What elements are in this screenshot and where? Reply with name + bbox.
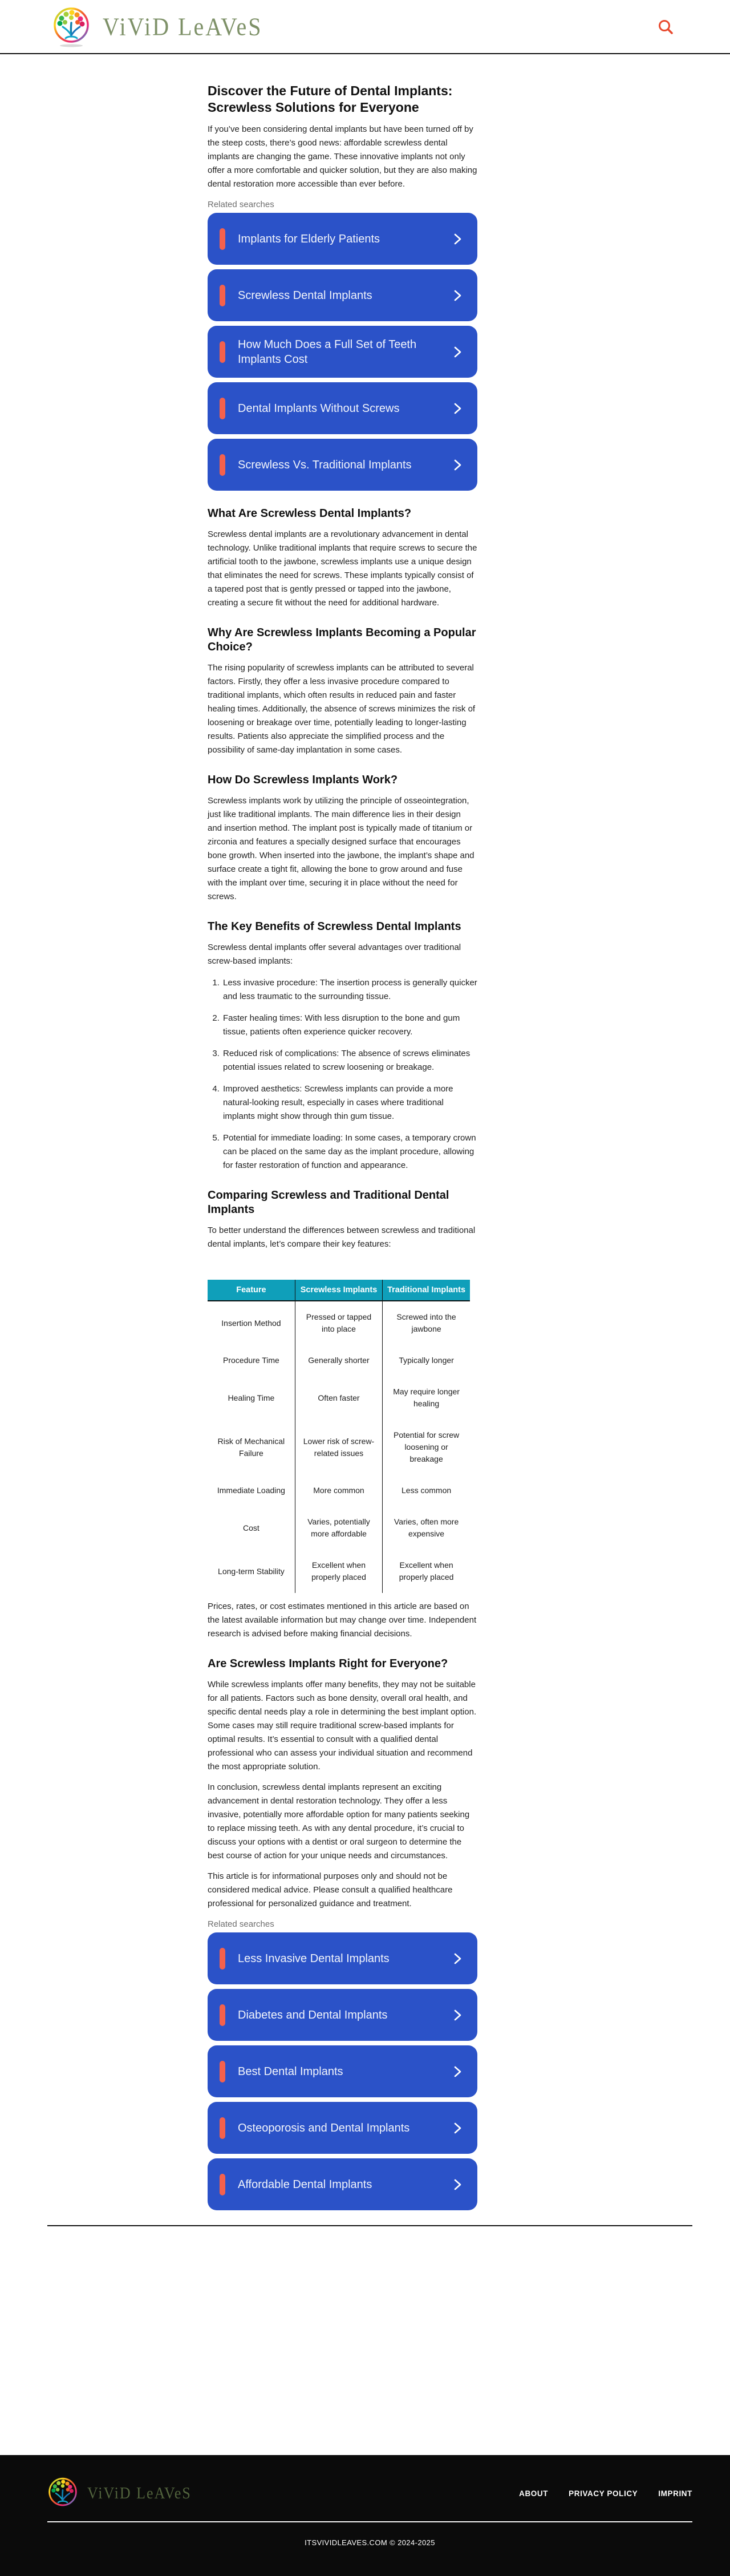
table-cell: Varies, potentially more affordable — [295, 1506, 382, 1550]
table-cell: Procedure Time — [223, 1356, 279, 1365]
table-cell: Less common — [383, 1475, 470, 1506]
table-header-cell: Traditional Implants — [383, 1280, 470, 1301]
table-row — [208, 1301, 470, 1345]
footer-link-about[interactable]: ABOUT — [519, 2489, 549, 2498]
related-search-label: How Much Does a Full Set of Teeth Implants Cost — [238, 338, 417, 366]
table-cell: Screwed into the jawbone — [383, 1301, 470, 1345]
table-row — [208, 1506, 470, 1550]
article-intro: If you’ve been considering dental implants but have been turned off by the steep costs, there’s good news: affordable screwless dental implants are changing the game. These innovative implants not only offer a more comfortable and quicker solution, but they are also making dental restoration more accessible than ever before. — [208, 124, 477, 189]
flex-spacer — [0, 2226, 730, 2455]
related-search-label: Diabetes and Dental Implants — [238, 2008, 388, 2021]
footer-link-privacy-policy[interactable]: PRIVACY POLICY — [569, 2489, 638, 2498]
section-paragraph: While screwless implants offer many benefits, they may not be suitable for all patients. Factors such as bone density, overall oral health, and specific dental needs play a role in determining the best implant option. Some cases may still require traditional screw-based implants for optimal results. It’s essential to consult with a qualified dental professional who can assess your individual situation and recommend the most appropriate solution. — [208, 1680, 477, 1772]
footer-copyright: ITSVIVIDLEAVES.COM © 2024-2025 — [305, 2538, 435, 2547]
related-search-button[interactable] — [208, 2102, 477, 2154]
table-row — [208, 1376, 470, 1420]
brand-tree-icon — [47, 2477, 78, 2510]
related-search-label: Best Dental Implants — [238, 2065, 343, 2078]
comparison-table — [208, 1280, 470, 1593]
accent-bar-icon — [220, 2004, 225, 2026]
accent-bar-icon — [220, 2117, 225, 2139]
related-search-button[interactable] — [208, 269, 477, 321]
section-heading: What Are Screwless Dental Implants? — [208, 507, 412, 520]
accent-bar-icon — [220, 285, 225, 306]
section-heading: Comparing Screwless and Traditional Dental Implants — [208, 1189, 449, 1216]
footer-divider — [47, 2521, 692, 2522]
related-search-button[interactable] — [208, 213, 477, 265]
table-cell: More common — [295, 1475, 382, 1506]
table-cell: Varies, often more expensive — [383, 1506, 470, 1550]
table-cell: May require longer healing — [383, 1376, 470, 1420]
related-search-button[interactable] — [208, 2158, 477, 2210]
section-paragraph: Screwless dental implants offer several advantages over traditional screw-based implants: — [208, 943, 461, 966]
accent-bar-icon — [220, 341, 225, 363]
benefits-list-item: 1. Less invasive procedure: The insertion process is generally quicker and less traumatic to the surrounding tissue. — [222, 976, 477, 1004]
related-searches-label: Related searches — [208, 200, 274, 209]
benefits-list — [208, 976, 477, 1172]
chevron-right-icon — [451, 458, 464, 472]
medical-note: This article is for informational purposes only and should not be considered medical advice. Please consult a qualified healthcare professional for personalized guidance and treatment. — [208, 1871, 453, 1908]
table-row — [208, 1475, 470, 1506]
related-search-label: Osteoporosis and Dental Implants — [238, 2121, 410, 2134]
brand-tree-icon — [52, 6, 90, 47]
article-title: Discover the Future of Dental Implants: Screwless Solutions for Everyone — [208, 83, 453, 115]
benefits-list-item: 5. Potential for immediate loading: In some cases, a temporary crown can be placed on the same day as the implant procedure, allowing for faster restoration of function and appearance. — [222, 1131, 477, 1172]
related-search-button[interactable] — [208, 439, 477, 491]
site-footer — [0, 2455, 730, 2576]
related-search-button[interactable] — [208, 382, 477, 434]
related-search-button[interactable] — [208, 1989, 477, 2041]
table-cell: Insertion Method — [221, 1318, 281, 1328]
chevron-right-icon — [451, 2065, 464, 2078]
section-heading: Why Are Screwless Implants Becoming a Popular Choice? — [208, 626, 476, 653]
related-searches-list-bottom — [208, 1932, 477, 2210]
related-searches-list-top — [208, 213, 477, 491]
footer-nav — [519, 2489, 692, 2498]
accent-bar-icon — [220, 2174, 225, 2195]
section-heading: Are Screwless Implants Right for Everyone? — [208, 1657, 448, 1670]
table-cell: Risk of Mechanical Failure — [217, 1436, 285, 1458]
brand-logo[interactable] — [52, 6, 262, 47]
table-row — [208, 1420, 470, 1475]
section-paragraph: Screwless implants work by utilizing the principle of osseointegration, just like traditional implants. The main difference lies in their design and insertion method. The implant post is typically made of titanium or zirconia and features a specially designed surface that encourages bone growth. When inserted into the jawbone, the implant’s shape and surface create a tight fit, allowing the bone to grow around and fuse with the implant over time, securing it in place without the need for screws. — [208, 796, 474, 901]
table-cell: Cost — [243, 1523, 259, 1532]
accent-bar-icon — [220, 398, 225, 419]
section-paragraph: The rising popularity of screwless implants can be attributed to several factors. Firstly, they offer a less invasive procedure compared to traditional implants, which often results in reduced pain and faster healing times. Additionally, the absence of screws minimizes the risk of loosening or breakage over time, potentially leading to longer-lasting results. Patients also appreciate the simplified process and the possibility of same-day implantation in some cases. — [208, 663, 476, 755]
related-search-button[interactable] — [208, 1932, 477, 1984]
section-heading: How Do Screwless Implants Work? — [208, 774, 398, 786]
benefits-list-item: 3. Reduced risk of complications: The absence of screws eliminates potential issues related to screw loosening or breakage. — [222, 1047, 477, 1074]
article-content — [208, 54, 477, 2210]
table-cell: Long-term Stability — [218, 1566, 285, 1576]
benefits-list-item: 2. Faster healing times: With less disruption to the bone and gum tissue, patients often experience quicker recovery. — [222, 1012, 477, 1039]
brand-wordmark: ViViD LeAVeS — [103, 12, 263, 41]
table-row — [208, 1345, 470, 1376]
conclusion-paragraph: In conclusion, screwless dental implants represent an exciting advancement in dental restoration technology. They offer a less invasive, potentially more affordable option for many patients seeking to replace missing teeth. As with any dental procedure, it’s crucial to discuss your options with a dentist or oral surgeon to determine the best course of action for your unique needs and circumstances. — [208, 1782, 470, 1861]
chevron-right-icon — [451, 232, 464, 246]
table-header-cell: Feature — [208, 1280, 295, 1301]
chevron-right-icon — [451, 345, 464, 359]
table-cell: Immediate Loading — [217, 1486, 285, 1495]
accent-bar-icon — [220, 454, 225, 476]
table-header-row — [208, 1280, 470, 1301]
accent-bar-icon — [220, 228, 225, 250]
footer-top-row — [47, 2469, 692, 2518]
related-search-button[interactable] — [208, 2045, 477, 2097]
benefits-list-item: 4. Improved aesthetics: Screwless implants can provide a more natural-looking result, especially in cases where traditional implants might show through thin gum tissue. — [222, 1082, 477, 1123]
section-paragraph: To better understand the differences between screwless and traditional dental implants, let’s compare their key features: — [208, 1226, 476, 1249]
site-header — [0, 0, 730, 54]
table-cell: Lower risk of screw-related issues — [295, 1420, 382, 1475]
related-search-label: Less Invasive Dental Implants — [238, 1952, 390, 1965]
search-icon — [657, 18, 674, 35]
chevron-right-icon — [451, 2178, 464, 2191]
related-search-label: Dental Implants Without Screws — [238, 402, 400, 415]
accent-bar-icon — [220, 1948, 225, 1970]
table-cell: Pressed or tapped into place — [295, 1301, 382, 1345]
related-search-label: Implants for Elderly Patients — [238, 232, 380, 245]
related-search-label: Screwless Vs. Traditional Implants — [238, 458, 412, 471]
chevron-right-icon — [451, 289, 464, 302]
related-search-label: Affordable Dental Implants — [238, 2178, 372, 2191]
related-search-button[interactable] — [208, 326, 477, 378]
chevron-right-icon — [451, 402, 464, 415]
footer-brand-wordmark: ViViD LeAVeS — [87, 2484, 192, 2502]
section-heading: The Key Benefits of Screwless Dental Implants — [208, 920, 461, 933]
table-row — [208, 1550, 470, 1593]
related-searches-label: Related searches — [208, 1919, 274, 1929]
table-cell: Generally shorter — [295, 1345, 382, 1376]
table-cell: Excellent when properly placed — [383, 1550, 470, 1593]
table-cell: Often faster — [295, 1376, 382, 1420]
section-paragraph: Screwless dental implants are a revolutionary advancement in dental technology. Unlike traditional implants that require screws to secure the artificial tooth to the jawbone, screwless implants use a unique design that eliminates the need for screws. These implants typically consist of a tapered post that is gently pressed or tapped into the jawbone, creating a secure fit without the need for additional hardware. — [208, 529, 477, 608]
table-cell: Typically longer — [383, 1345, 470, 1376]
table-header-cell: Screwless Implants — [295, 1280, 382, 1301]
chevron-right-icon — [451, 1952, 464, 1966]
accent-bar-icon — [220, 2061, 225, 2082]
pricing-disclaimer: Prices, rates, or cost estimates mentioned in this article are based on the latest available information but may change over time. Independent research is advised before making financial decisions. — [208, 1602, 477, 1639]
chevron-right-icon — [451, 2008, 464, 2022]
table-cell: Potential for screw loosening or breakage — [383, 1420, 470, 1475]
footer-brand-logo[interactable] — [47, 2477, 192, 2510]
search-button[interactable] — [655, 16, 676, 38]
table-cell: Healing Time — [228, 1393, 275, 1402]
related-search-label: Screwless Dental Implants — [238, 289, 372, 302]
footer-link-imprint[interactable]: IMPRINT — [658, 2489, 692, 2498]
chevron-right-icon — [451, 2121, 464, 2135]
table-cell: Excellent when properly placed — [295, 1550, 382, 1593]
